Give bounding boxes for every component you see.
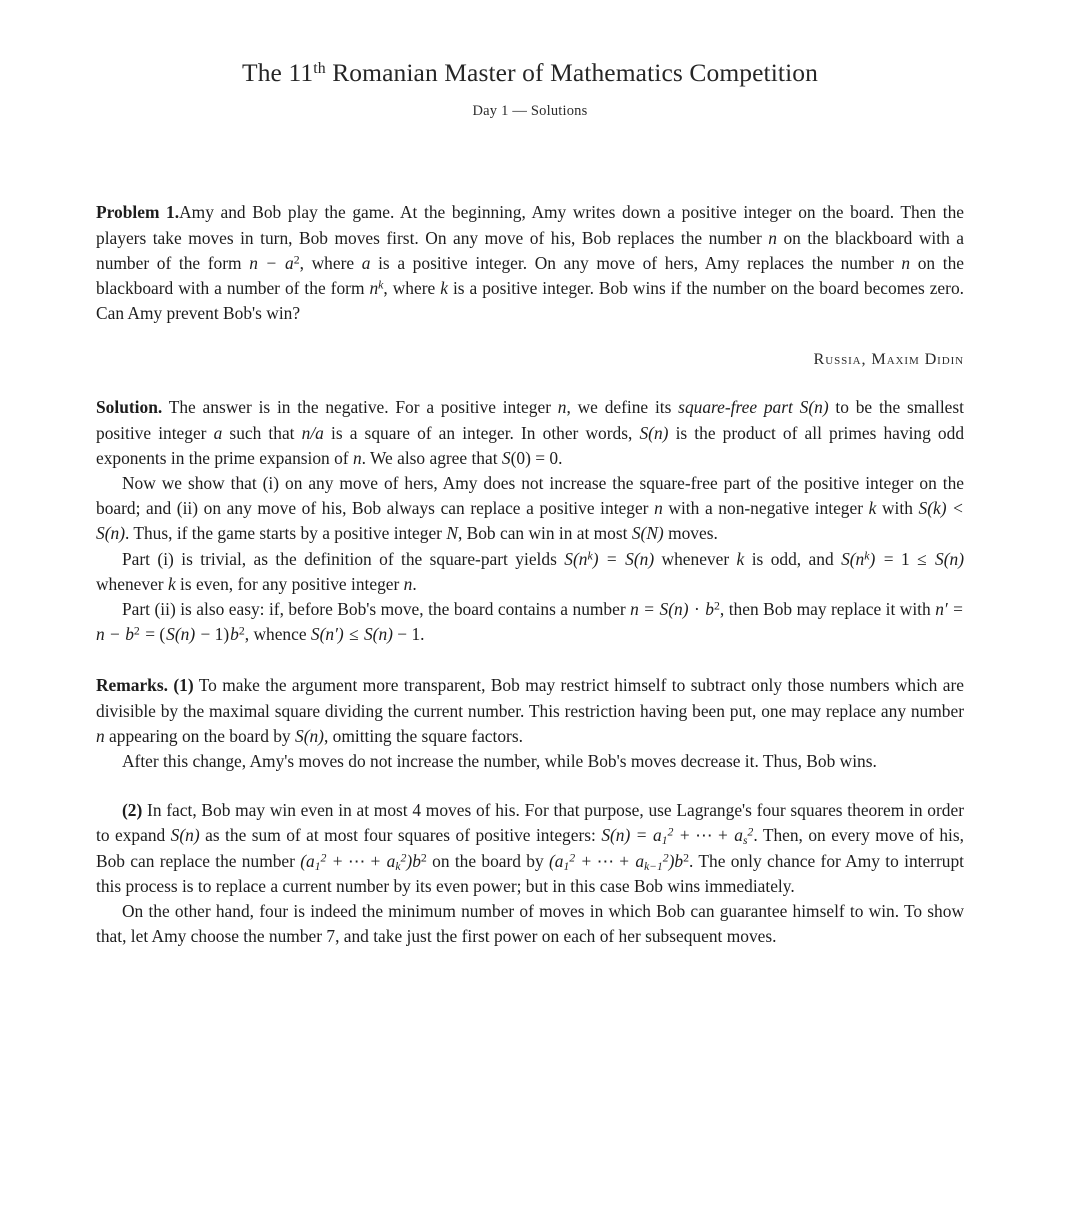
func-S-r1: S bbox=[294, 725, 304, 746]
op-plus-dots-r2-3: + ⋯ + bbox=[576, 850, 635, 871]
problem-text-3: , where bbox=[299, 252, 362, 273]
problem-text-6: , where bbox=[383, 277, 441, 298]
title-text-pre: The 11 bbox=[242, 58, 314, 87]
remark-2-text-b: as the sum of at most four squares of positive integers: bbox=[199, 825, 602, 846]
op-less-than: < bbox=[947, 498, 963, 519]
op-equals-p3-1: = bbox=[599, 548, 625, 569]
op-equals-p4-1: = bbox=[639, 598, 659, 619]
paren-open-r2-1: ( bbox=[300, 850, 307, 871]
solution-p1-d: to be the smallest positive integer bbox=[96, 397, 964, 443]
func-S-N: S bbox=[631, 523, 641, 544]
subscript-k-minus-1-r2: k−1 bbox=[644, 860, 663, 873]
solution-p4-b: , then Bob may replace it with bbox=[719, 598, 936, 619]
op-plus-dots-r2-1: + ⋯ + bbox=[674, 825, 734, 846]
solution-p3-d: whenever bbox=[96, 573, 168, 594]
exponent-2-r2-3: 2 bbox=[320, 849, 327, 864]
var-a: a bbox=[213, 422, 223, 443]
term-a1-sq-1 bbox=[653, 824, 674, 848]
var-a-2: a bbox=[361, 252, 371, 273]
var-a-r2-4: a bbox=[386, 850, 396, 871]
func-S-p4-2: S bbox=[166, 624, 175, 645]
var-n-b: n bbox=[352, 447, 362, 468]
exponent-k-p3-2: k bbox=[864, 547, 870, 562]
func-S-k: S bbox=[918, 498, 928, 519]
var-b-p4-1: b bbox=[705, 598, 714, 619]
var-n-p2: n bbox=[654, 498, 663, 519]
solution-p2-c: with bbox=[876, 498, 919, 519]
var-n-1: n bbox=[768, 227, 777, 248]
func-S-p3-3: S bbox=[841, 548, 850, 569]
solution-p2-a: Now we show that (i) on any move of hers, Amy does not increase the square-free part of the positive integer on the board; and (ii) on any move of his, Bob always can replace a positive integer bbox=[96, 472, 964, 519]
func-S-1: S bbox=[799, 397, 809, 418]
paren-close-r2-1: ) bbox=[406, 850, 413, 871]
solution-p2-f: moves. bbox=[663, 523, 718, 544]
solution-p1-i: (0) = 0. bbox=[510, 447, 563, 468]
solution-p1-g: is the product of all primes having odd exponents in the prime expansion of bbox=[96, 422, 965, 468]
arg-n-p4-3: (n) bbox=[174, 624, 196, 645]
page-content bbox=[96, 0, 964, 949]
solution-p1-h: . We also agree that bbox=[361, 447, 502, 468]
title-text-post: Romanian Master of Mathematics Competition bbox=[325, 58, 818, 87]
func-S-n-p2: S bbox=[96, 523, 105, 544]
solution-section bbox=[96, 395, 964, 647]
solution-p1-a: The answer is in the negative. For a positive integer bbox=[168, 397, 558, 418]
solution-p1-c bbox=[793, 397, 800, 417]
var-a-r2-5: a bbox=[554, 850, 564, 871]
exponent-2-r2-2: 2 bbox=[747, 824, 754, 839]
var-n-4: n bbox=[369, 277, 379, 298]
func-S-n-p2-arg: (n) bbox=[104, 523, 125, 544]
solution-paragraph-2 bbox=[96, 471, 964, 547]
var-b-p4-2: b bbox=[125, 624, 134, 645]
solution-p3-a: Part (i) is trivial, as the definition of the square-part yields bbox=[122, 548, 565, 569]
remark-1-text-a: To make the argument more transparent, Bob may restrict himself to subtract only those numbers which are divisible by the maximal square dividing the current number. This restriction having been put, one may replace any number bbox=[96, 675, 964, 721]
var-a-r2-6: a bbox=[635, 850, 645, 871]
term-a1-sq-3 bbox=[555, 851, 575, 871]
func-S-2: S bbox=[639, 422, 649, 443]
subscript-1-r2-2: 1 bbox=[314, 860, 321, 873]
func-S-N-arg: (N) bbox=[640, 523, 664, 544]
exponent-2-p4-3: 2 bbox=[238, 623, 245, 638]
remark-2-paragraph-2: On the other hand, four is indeed the minimum number of moves in which Bob can guarantee himself to win. To show that, let Amy choose the number 7, and take just the first power on each of her subsequent moves. bbox=[96, 900, 964, 947]
term-a1-sq-2 bbox=[306, 851, 326, 871]
var-n-p3-3: n bbox=[403, 573, 413, 594]
solution-paragraph-1 bbox=[96, 395, 964, 471]
remark-1-paragraph bbox=[96, 673, 964, 749]
arg-n-p4-4: (n) bbox=[372, 624, 393, 645]
op-minus-one-p4: − 1) bbox=[196, 624, 230, 645]
var-n-2: n bbox=[249, 252, 258, 273]
arg-n-p4-1: (n) bbox=[668, 598, 689, 619]
problem-text-7: is a positive integer. Bob wins if the number on the board becomes zero. Can Amy prevent Bob's win? bbox=[96, 277, 964, 324]
op-equals-p4-3: = ( bbox=[140, 624, 166, 645]
remark-2-text-d: on the board by bbox=[426, 850, 549, 871]
var-n: n bbox=[557, 397, 567, 418]
exponent-2-p4-2: 2 bbox=[133, 623, 140, 638]
term-as-sq bbox=[734, 824, 754, 848]
var-a-r2-2: a bbox=[734, 825, 743, 846]
func-S-r2-2: S bbox=[601, 825, 611, 846]
exponent-2-r2-b1: 2 bbox=[420, 849, 427, 864]
solution-p3-e: is even, for any positive integer bbox=[175, 573, 404, 594]
solution-p2-e: , Bob can win in at most bbox=[457, 523, 632, 544]
paren-close-r2-2: ) bbox=[668, 850, 675, 871]
remark-2-text-a: In fact, Bob may win even in at most 4 moves of his. For that purpose, use Lagrange's four squares theorem in order to expand bbox=[96, 800, 964, 846]
op-minus-p4: − bbox=[105, 624, 125, 645]
var-b-r2-1: b bbox=[412, 850, 421, 871]
func-S-r2-1-arg: (n) bbox=[179, 825, 200, 846]
paren-open-r2-2: ( bbox=[549, 850, 555, 871]
var-k-1: k bbox=[440, 277, 448, 298]
op-plus-dots-r2-2: + ⋯ + bbox=[327, 850, 386, 871]
problem-label: Problem 1. bbox=[96, 202, 180, 223]
paren-close-p3-1: ) bbox=[592, 548, 599, 569]
var-a-r2-1: a bbox=[653, 825, 662, 846]
func-S-r2-2-arg: (n) bbox=[610, 825, 631, 846]
var-k-p2: k bbox=[868, 498, 877, 519]
remark-1-text-b: appearing on the board by bbox=[104, 725, 295, 746]
func-S-p4-1: S bbox=[659, 598, 669, 619]
arg-n-p3-3: (n bbox=[849, 548, 865, 569]
op-equals-r2: = bbox=[631, 825, 653, 846]
remark-number-1: (1) bbox=[173, 675, 194, 696]
func-S-p3-4: S bbox=[935, 548, 944, 569]
term-ak-sq bbox=[387, 851, 407, 871]
remarks-section bbox=[96, 673, 964, 774]
remarks-label: Remarks. bbox=[96, 675, 168, 696]
exponent-2-r2-6: 2 bbox=[662, 849, 669, 864]
paren-close-p3-2: ) bbox=[869, 548, 876, 569]
solution-p3-b: whenever bbox=[654, 548, 737, 569]
remark-2-text-e: . The only chance for Amy to interrupt this process is to replace a current number by its even power; but in this case Bob wins immediately. bbox=[96, 850, 964, 896]
func-S-1-arg: (n) bbox=[808, 397, 829, 418]
subscript-1-r2-1: 1 bbox=[661, 835, 668, 848]
exponent-k: k bbox=[378, 277, 384, 292]
func-S-k-arg: (k) bbox=[927, 498, 947, 519]
func-S-2-arg: (n) bbox=[648, 422, 669, 443]
problem-attribution: Russia, Maxim Didin bbox=[813, 350, 964, 369]
func-S-3: S bbox=[501, 447, 511, 468]
func-S-p4-3: S bbox=[310, 624, 320, 645]
remark-2-paragraph bbox=[96, 798, 964, 899]
problem-statement bbox=[96, 200, 964, 326]
var-n-p4: n bbox=[630, 598, 639, 619]
exponent-2-p4-1: 2 bbox=[713, 598, 720, 613]
op-equals-p4-2: = bbox=[948, 598, 963, 619]
remark-1-paragraph-2: After this change, Amy's moves do not increase the number, while Bob's moves decrease it. Thus, Bob wins. bbox=[122, 750, 877, 771]
var-a-1: a bbox=[285, 252, 294, 273]
op-le-p4: ≤ bbox=[344, 624, 363, 645]
var-b-p4-3: b bbox=[230, 624, 239, 645]
arg-n-p3-2: (n) bbox=[633, 548, 655, 569]
problem-text-5: on the blackboard with a number of the form bbox=[96, 252, 964, 298]
solution-p2-b: with a non-negative integer bbox=[662, 498, 869, 519]
var-n-r1: n bbox=[96, 725, 105, 746]
arg-n-p3-4: (n) bbox=[943, 548, 964, 569]
problem-text-2: on the blackboard with a number of the form bbox=[96, 227, 964, 273]
problem-text-4: is a positive integer. On any move of hers, Amy replaces the number bbox=[370, 252, 902, 273]
exponent-2-r2-b2: 2 bbox=[683, 849, 690, 864]
remark-1-text-c: , omitting the square factors. bbox=[323, 725, 523, 746]
solution-p1-b: , we define its bbox=[566, 397, 679, 418]
var-n-prime-p4: n′ bbox=[935, 598, 948, 619]
title-ordinal-suffix: th bbox=[313, 59, 326, 77]
var-k-p3-2: k bbox=[736, 548, 745, 569]
arg-n-p3-1: (n bbox=[572, 548, 588, 569]
exponent-2-r2-5: 2 bbox=[569, 849, 576, 864]
op-minus-1: − bbox=[258, 252, 285, 273]
op-equals-le-p3: = 1 ≤ bbox=[876, 548, 934, 569]
exponent-2-r2-1: 2 bbox=[667, 824, 674, 839]
var-n-3: n bbox=[901, 252, 911, 273]
exponent-k-p3-1: k bbox=[587, 547, 593, 562]
page-subtitle: Day 1 — Solutions bbox=[472, 103, 588, 120]
var-b-r2-2: b bbox=[674, 850, 684, 871]
func-S-p3-2: S bbox=[625, 548, 634, 569]
solution-p4-c: , whence bbox=[244, 624, 311, 645]
var-n-p4-2: n bbox=[96, 624, 105, 645]
page-title bbox=[96, 0, 964, 87]
remark-2-section bbox=[96, 798, 964, 949]
solution-paragraph-3 bbox=[96, 547, 964, 597]
remark-2-text-c: . Then, on every move of his, Bob can replace the number bbox=[96, 825, 964, 871]
remark-number-2: (2) bbox=[122, 800, 143, 821]
solution-p1-f: is a square of an integer. In other words, bbox=[323, 422, 640, 443]
solution-paragraph-4 bbox=[96, 597, 964, 647]
problem-text-1: Amy and Bob play the game. At the beginning, Amy writes down a positive integer on the board. Then the players take moves in turn, Bob moves first. On any move of his, Bob replaces the number bbox=[96, 202, 964, 248]
term-square-free-part: square-free part bbox=[678, 397, 793, 418]
func-S-r2-1: S bbox=[170, 825, 180, 846]
subscript-k-r2: k bbox=[395, 860, 401, 873]
arg-n-prime-p4: (n′) bbox=[319, 624, 344, 645]
solution-p3-f: . bbox=[412, 573, 417, 594]
func-S-p4-4: S bbox=[363, 624, 373, 645]
subscript-s-r2: s bbox=[742, 835, 748, 848]
func-S-r1-arg: (n) bbox=[303, 725, 324, 746]
solution-label: Solution. bbox=[96, 397, 163, 418]
var-a-r2-3: a bbox=[306, 850, 315, 871]
op-dot-p4: · bbox=[689, 598, 705, 619]
exponent-2-a: 2 bbox=[293, 252, 300, 267]
func-S-p3-1: S bbox=[564, 548, 573, 569]
solution-p4-a: Part (ii) is also easy: if, before Bob's move, the board contains a number bbox=[122, 598, 631, 619]
term-ak-minus-1-sq bbox=[635, 851, 668, 871]
solution-p3-c: is odd, and bbox=[744, 548, 842, 569]
var-k-p3-4: k bbox=[167, 573, 176, 594]
expr-n-over-a: n/a bbox=[301, 422, 324, 443]
subscript-1-r2-3: 1 bbox=[563, 860, 570, 873]
problem-section bbox=[96, 200, 964, 326]
solution-p1-e: such that bbox=[222, 422, 302, 443]
var-N: N bbox=[446, 523, 458, 544]
solution-p2-d: . Thus, if the game starts by a positive integer bbox=[124, 523, 447, 544]
exponent-2-r2-4: 2 bbox=[400, 849, 407, 864]
solution-p4-d: − 1. bbox=[392, 624, 425, 645]
